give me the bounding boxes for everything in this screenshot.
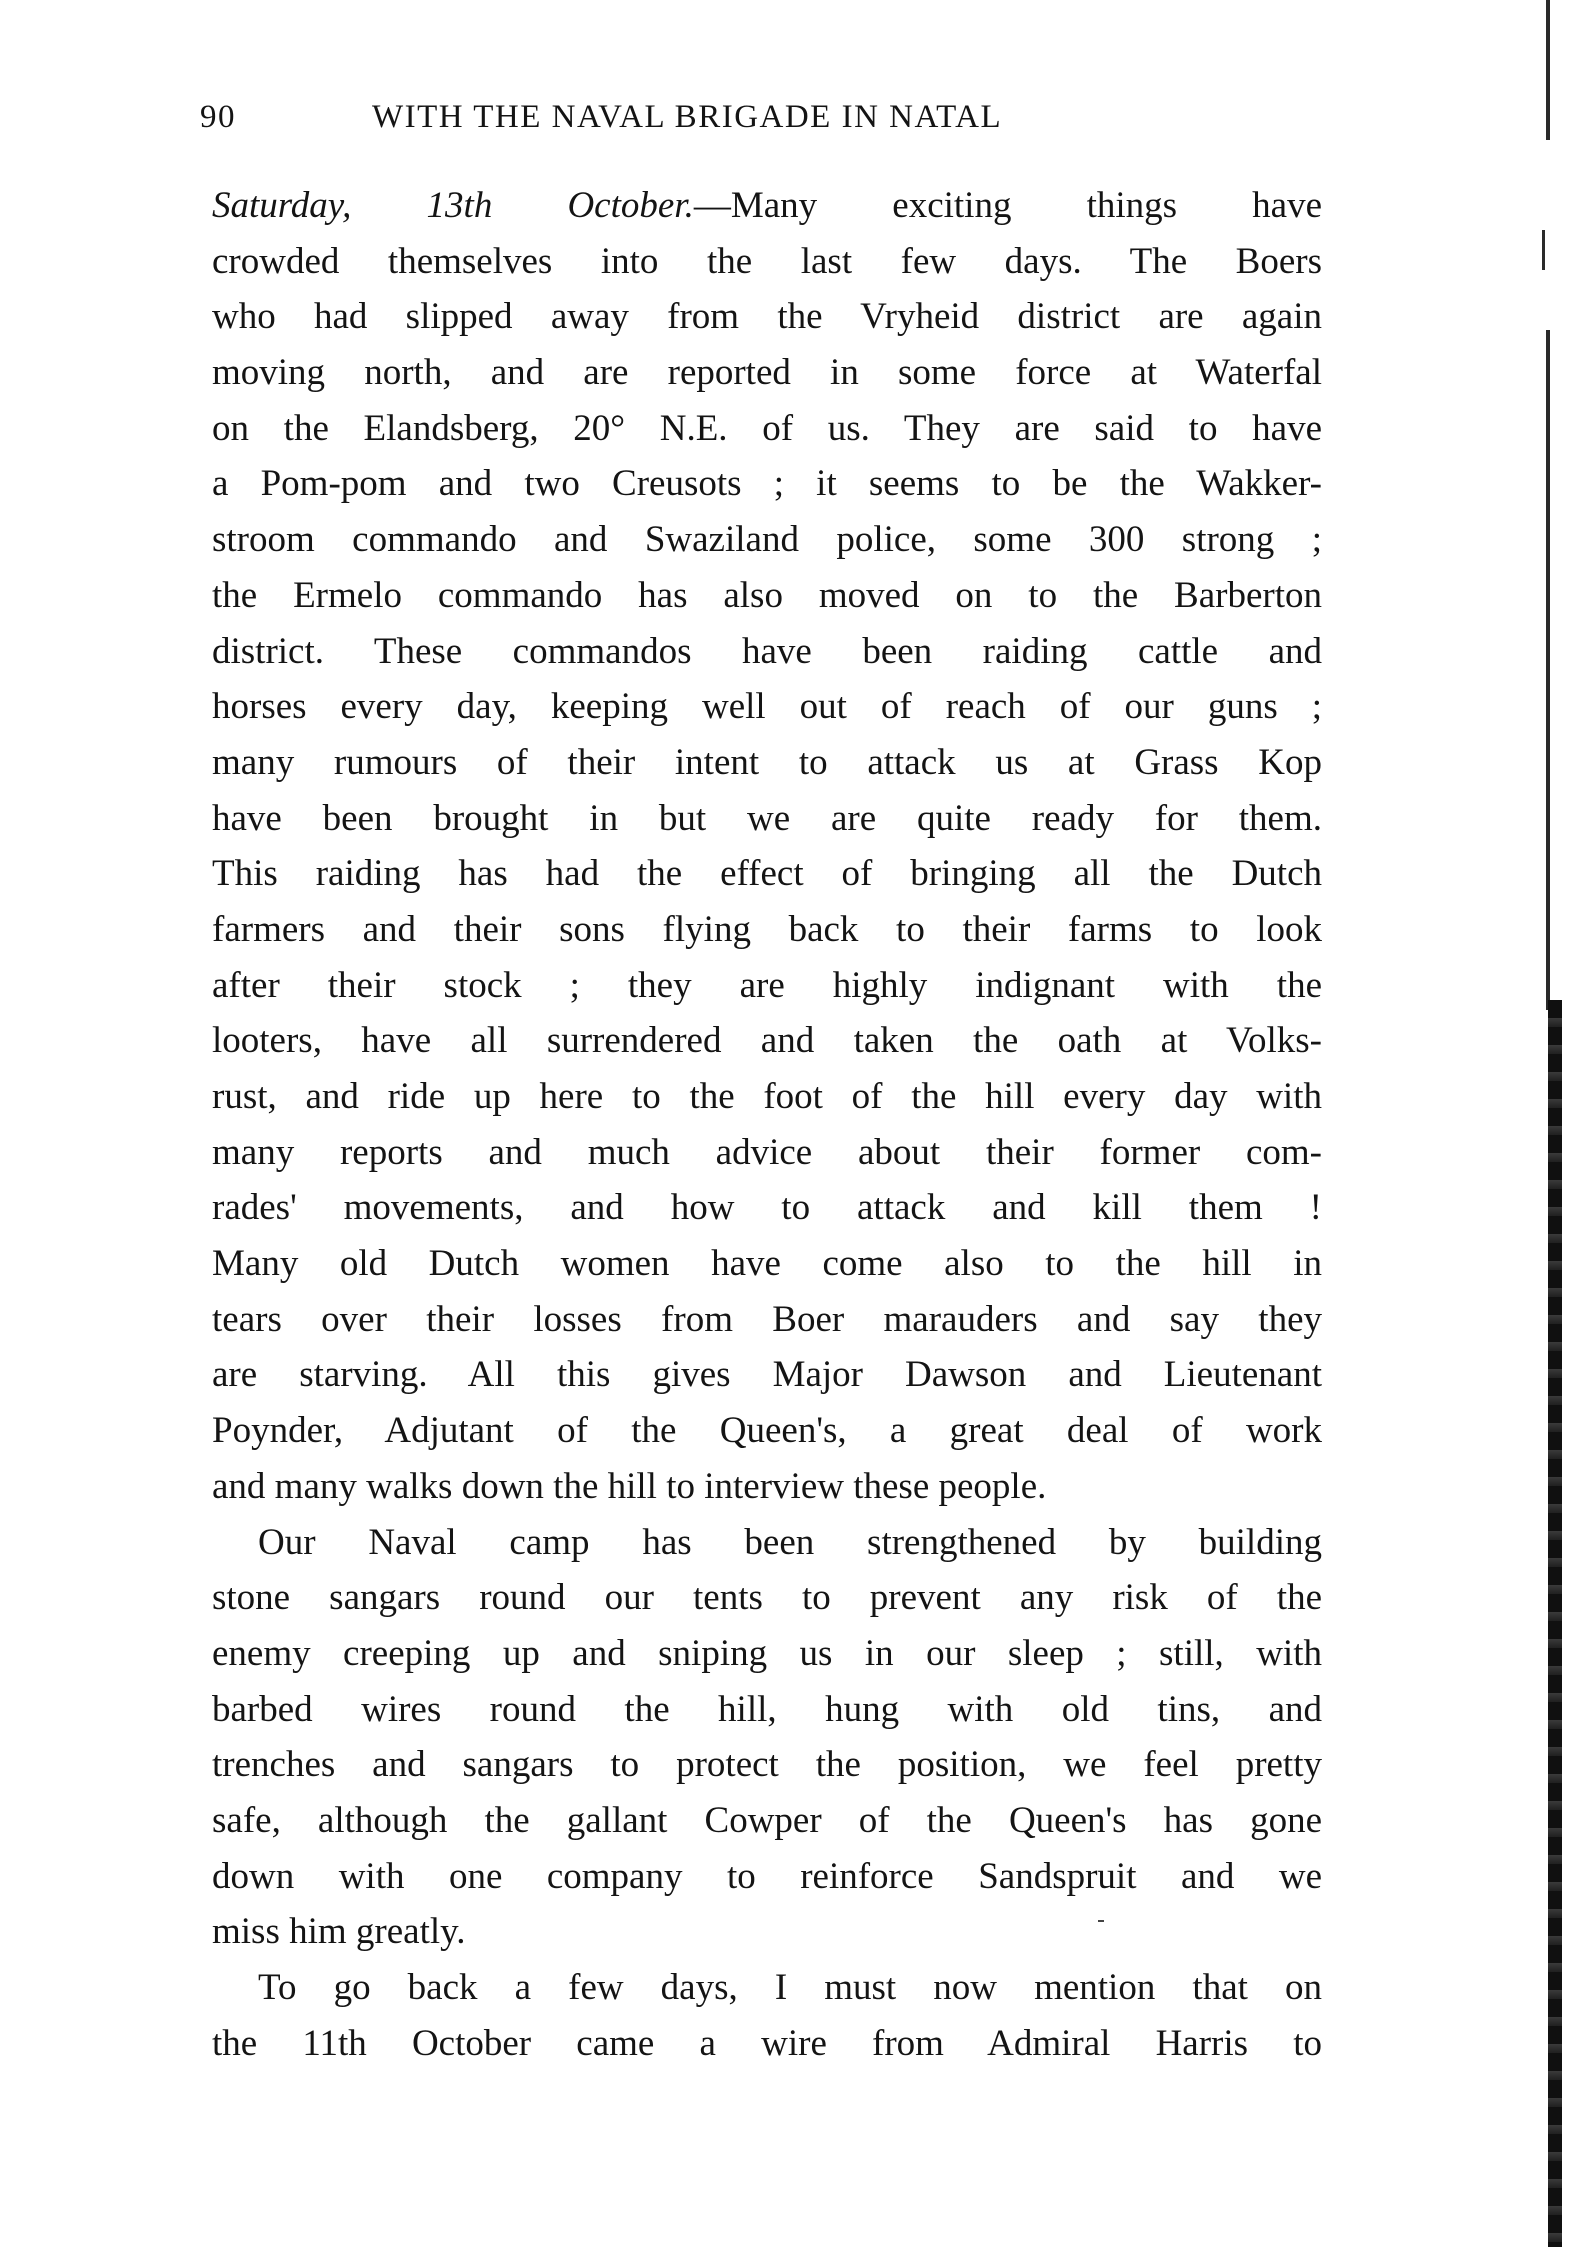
text-line: farmers and their sons flying back to their farms to look <box>212 908 1322 950</box>
text-line: Poynder, Adjutant of the Queen's, a great deal of work <box>212 1410 1322 1452</box>
text-line: miss him greatly. <box>212 1911 466 1953</box>
text-line: Our Naval camp has been strengthened by building <box>258 1521 1322 1563</box>
text-line: have been brought in but we are quite ready for them. <box>212 797 1322 839</box>
text-line: This raiding has had the effect of bringing all the Dutch <box>212 853 1322 895</box>
text-line: district. These commandos have been raiding cattle and <box>212 630 1322 672</box>
text-line: who had slipped away from the Vryheid district are again <box>212 296 1322 338</box>
edge-line <box>1546 0 1550 140</box>
text-line: rust, and ride up here to the foot of the hill every day with <box>212 1076 1322 1117</box>
paragraph-naval-camp <box>212 1515 1322 1961</box>
text-line: tears over their losses from Boer marauders and say they <box>212 1298 1322 1340</box>
running-head <box>200 92 1330 142</box>
text-line: a Pom-pom and two Creusots ; it seems to be the Wakker- <box>212 463 1322 505</box>
text-line: To go back a few days, I must now mention that on <box>258 1967 1322 2008</box>
text-line: down with one company to reinforce Sandspruit and we <box>212 1855 1322 1897</box>
text-line: horses every day, keeping well out of reach of our guns ; <box>212 686 1322 728</box>
text-line: Many old Dutch women have come also to the hill in <box>212 1243 1322 1285</box>
stray-mark <box>1098 1920 1104 1922</box>
text-line: trenches and sangars to protect the position, we feel pretty <box>212 1744 1322 1786</box>
edge-line <box>1542 230 1545 270</box>
edge-shadow <box>1548 1000 1562 2247</box>
body-text <box>212 178 1322 2071</box>
page-number: 90 <box>200 99 236 135</box>
text-line: and many walks down the hill to interview these people. <box>212 1465 1047 1507</box>
scan-binding-edge <box>1528 0 1572 2247</box>
text-line: the 11th October came a wire from Admiral Harris to <box>212 2022 1322 2064</box>
paragraph-saturday <box>212 178 1322 1515</box>
text-line: moving north, and are reported in some force at Waterfal <box>212 352 1322 394</box>
text-line: rades' movements, and how to attack and kill them ! <box>212 1187 1322 1229</box>
edge-line <box>1546 330 1550 1010</box>
text-line: the Ermelo commando has also moved on to the Barberton <box>212 574 1322 616</box>
text-line <box>212 178 1322 234</box>
text-line: after their stock ; they are highly indignant with the <box>212 964 1322 1006</box>
text-line: barbed wires round the hill, hung with old tins, and <box>212 1688 1322 1730</box>
paragraph-go-back <box>212 1960 1322 2071</box>
text-line: safe, although the gallant Cowper of the Queen's has gone <box>212 1799 1322 1841</box>
text-line: crowded themselves into the last few days. The Boers <box>212 240 1322 282</box>
text-line: on the Elandsberg, 20° N.E. of us. They are said to have <box>212 407 1322 449</box>
text-line: stroom commando and Swaziland police, some 300 strong ; <box>212 519 1322 561</box>
running-title: WITH THE NAVAL BRIGADE IN NATAL <box>372 99 1003 135</box>
text-line: many reports and much advice about their former com- <box>212 1131 1322 1173</box>
text-line: enemy creeping up and sniping us in our sleep ; still, with <box>212 1632 1322 1674</box>
dateline-rest: —Many exciting things have <box>693 185 1322 226</box>
text-line: looters, have all surrendered and taken the oath at Volks- <box>212 1020 1322 1062</box>
text-line: are starving. All this gives Major Dawson and Lieutenant <box>212 1354 1322 1396</box>
text-line: stone sangars round our tents to prevent any risk of the <box>212 1577 1322 1619</box>
dateline: Saturday, 13th October. <box>212 185 694 226</box>
text-line: many rumours of their intent to attack us at Grass Kop <box>212 741 1322 783</box>
